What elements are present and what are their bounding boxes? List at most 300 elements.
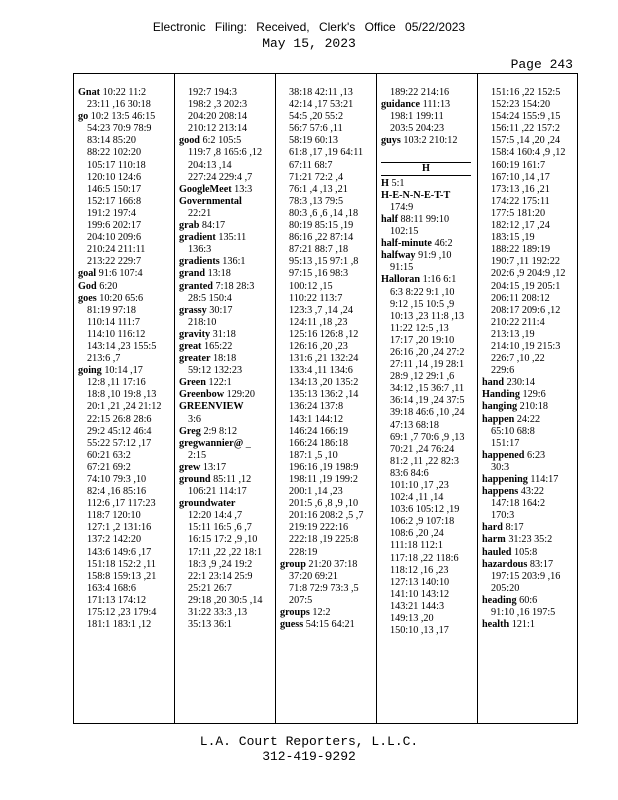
page-line-refs: 82:4 ,16 85:16 <box>87 486 147 498</box>
index-line <box>78 486 172 498</box>
index-line <box>78 607 172 619</box>
index-line <box>280 208 374 220</box>
page-line-refs: 31:18 <box>210 328 236 340</box>
index-line <box>78 99 172 111</box>
page-line-refs: 134:13 ,20 135:2 <box>289 377 359 389</box>
page-line-refs: 24:22 <box>514 413 541 425</box>
index-line <box>381 87 475 99</box>
index-line <box>381 395 475 407</box>
page-line-refs: 207:5 <box>289 594 313 606</box>
index-line <box>280 87 374 99</box>
index-line <box>78 534 172 546</box>
index-term: goes <box>78 292 97 304</box>
page-line-refs: 118:7 120:10 <box>87 510 141 522</box>
page-line-refs: 26:16 ,20 ,24 27:2 <box>390 346 465 358</box>
page-line-refs: 117:18 ,22 118:6 <box>390 552 459 564</box>
index-line <box>381 577 475 589</box>
index-term: grab <box>179 220 200 232</box>
page-line-refs: 20:1 ,21 ,24 21:12 <box>87 401 162 413</box>
index-line <box>280 377 374 389</box>
index-line <box>179 99 273 111</box>
index-line <box>482 99 577 111</box>
index-line <box>482 510 577 522</box>
page-line-refs: 154:24 155:9 ,15 <box>491 111 561 123</box>
index-line <box>179 353 273 365</box>
index-line <box>78 111 172 123</box>
index-line <box>280 305 374 317</box>
index-line <box>280 522 374 534</box>
index-line <box>482 353 577 365</box>
page-line-refs: 101:10 ,17 ,23 <box>390 480 449 491</box>
index-line <box>78 123 172 135</box>
index-line <box>482 486 577 498</box>
index-line <box>179 401 273 413</box>
page-line-refs: 126:16 ,20 ,23 <box>289 340 348 352</box>
index-line <box>381 178 475 190</box>
page-line-refs: 103:6 105:12 ,19 <box>390 504 460 516</box>
index-line <box>78 232 172 244</box>
index-term: Halloran <box>381 274 421 286</box>
page-line-refs: 222:18 ,19 225:8 <box>289 534 359 546</box>
index-line <box>381 299 475 311</box>
index-line <box>381 238 475 250</box>
index-column-1 <box>74 74 174 723</box>
index-line <box>381 323 475 335</box>
page-line-refs: 91:15 <box>390 262 414 274</box>
index-line <box>78 510 172 522</box>
page-line-refs: 191:2 197:4 <box>87 207 136 219</box>
index-line <box>280 281 374 293</box>
index-line <box>381 202 475 214</box>
index-line <box>482 498 577 510</box>
page-line-refs: 16:15 17:2 ,9 ,10 <box>188 534 258 546</box>
page-line-refs: 198:11 ,19 199:2 <box>289 474 358 485</box>
index-line <box>280 353 374 365</box>
page-line-refs: 10:22 11:2 <box>100 87 147 98</box>
page-line-refs: 199:6 202:17 <box>87 220 142 232</box>
page-line-refs: 83:6 84:6 <box>390 467 429 479</box>
page-line-refs: 158:4 160:4 ,9 ,12 <box>491 147 566 159</box>
index-term: health <box>482 619 510 631</box>
page-line-refs: 143:21 144:3 <box>390 600 445 612</box>
index-line <box>179 619 273 631</box>
index-term: God <box>78 280 97 292</box>
page-line-refs: 88:11 99:10 <box>397 213 450 225</box>
index-line <box>78 220 172 232</box>
index-line <box>280 619 374 631</box>
index-line <box>280 474 374 486</box>
index-line <box>179 147 273 159</box>
index-line <box>179 123 273 135</box>
page-line-refs: 13:3 <box>231 183 253 195</box>
page-line-refs: 136:1 <box>219 256 246 268</box>
index-line <box>179 426 273 438</box>
index-line <box>381 262 475 274</box>
page-line-refs: 124:11 ,18 ,23 <box>289 316 348 328</box>
page-line-refs: 123:3 ,7 ,14 ,24 <box>289 304 353 316</box>
index-line <box>280 329 374 341</box>
index-column-5 <box>477 74 579 723</box>
index-term: grassy <box>179 304 207 316</box>
section-letter-header: H <box>381 162 471 176</box>
page-line-refs: 171:13 174:12 <box>87 594 147 606</box>
page-line-refs: 203:5 204:23 <box>390 123 445 135</box>
index-column-3 <box>275 74 376 723</box>
index-line <box>179 160 273 172</box>
page-line-refs: 202:6 ,9 204:9 ,12 <box>491 268 566 280</box>
page-line-refs: 105:17 110:18 <box>87 159 146 171</box>
index-line <box>482 184 577 196</box>
page-line-refs: 17:17 ,20 19:10 <box>390 334 455 346</box>
index-line <box>179 450 273 462</box>
page-line-refs: 204:20 208:14 <box>188 111 248 123</box>
page-line-refs: 3:6 <box>188 413 202 425</box>
page-line-refs: 158:8 159:13 ,21 <box>87 570 157 582</box>
page-line-refs: 22:1 23:14 25:9 <box>188 570 253 582</box>
index-line <box>280 534 374 546</box>
page-line-refs: 156:11 ,22 157:2 <box>491 123 560 135</box>
index-term: goal <box>78 268 97 280</box>
index-line <box>280 559 374 571</box>
index-line <box>482 256 577 268</box>
page-line-refs: 125:16 126:8 ,12 <box>289 328 359 340</box>
index-term: Gnat <box>78 87 101 98</box>
index-line <box>78 583 172 595</box>
page-line-refs: 147:18 164:2 <box>491 498 546 510</box>
page-line-refs: 206:11 208:12 <box>491 292 550 304</box>
page-line-refs: 85:11 ,12 <box>210 474 252 485</box>
page-line-refs: 17:11 ,22 ,22 18:1 <box>188 546 263 558</box>
index-line <box>78 450 172 462</box>
index-line <box>179 208 273 220</box>
index-line <box>381 407 475 419</box>
page-line-refs: 188:22 189:19 <box>491 244 551 256</box>
index-line <box>280 571 374 583</box>
page-line-refs: 18:8 ,10 19:8 ,13 <box>87 389 157 401</box>
index-line <box>179 111 273 123</box>
page-line-refs: 80:3 ,6 ,6 ,14 ,18 <box>289 207 359 219</box>
index-term: hand <box>482 377 505 389</box>
index-line <box>179 220 273 232</box>
page-line-refs: 60:21 63:2 <box>87 449 131 461</box>
index-line <box>381 565 475 577</box>
page-line-refs: 181:1 183:1 ,12 <box>87 619 152 631</box>
index-line <box>179 547 273 559</box>
page-line-refs: 114:10 116:12 <box>87 328 146 340</box>
page-line-refs: 213:6 ,7 <box>87 353 121 365</box>
page-line-refs: 149:13 ,20 <box>390 613 434 625</box>
index-line <box>78 305 172 317</box>
page-line-refs: 174:22 175:11 <box>491 195 550 207</box>
index-line <box>381 250 475 262</box>
index-term: H <box>381 177 389 189</box>
index-term: group <box>280 558 306 570</box>
page-line-refs: 106:21 114:17 <box>188 486 247 498</box>
page-line-refs: 67:21 69:2 <box>87 461 131 473</box>
index-line <box>482 87 577 99</box>
index-line <box>381 287 475 299</box>
page-line-refs: 65:10 68:8 <box>491 425 535 437</box>
page-line-refs: 54:5 ,20 55:2 <box>289 111 344 123</box>
index-line <box>280 426 374 438</box>
index-line <box>179 365 273 377</box>
index-line <box>482 305 577 317</box>
index-term: Green <box>179 377 206 389</box>
page-line-refs: 27:11 ,14 ,19 28:1 <box>390 359 465 371</box>
page-line-refs: 205:20 <box>491 582 520 594</box>
index-term: grew <box>179 461 201 473</box>
index-term: gravity <box>179 328 211 340</box>
page-line-refs: 170:3 <box>491 510 515 522</box>
index-line <box>78 244 172 256</box>
index-line <box>482 196 577 208</box>
page-line-refs: 18:3 ,9 ,24 19:2 <box>188 558 253 570</box>
page-line-refs: 18:18 <box>210 353 237 365</box>
index-column-2 <box>174 74 275 723</box>
index-line <box>78 426 172 438</box>
index-term: happens <box>482 486 519 498</box>
page-line-refs: 39:18 46:6 ,10 ,24 <box>390 407 465 419</box>
index-line <box>280 220 374 232</box>
index-line <box>381 456 475 468</box>
index-line <box>78 268 172 280</box>
page-line-refs: 110:22 113:7 <box>289 292 343 304</box>
index-line <box>381 516 475 528</box>
index-line <box>280 256 374 268</box>
index-line <box>179 462 273 474</box>
page-line-refs: 111:18 112:1 <box>390 540 443 552</box>
page-line-refs: 151:16 ,22 152:5 <box>491 87 561 98</box>
index-line <box>78 401 172 413</box>
index-line <box>280 268 374 280</box>
page-line-refs: 81:2 ,11 ,22 82:3 <box>390 455 459 467</box>
page-line-refs: 10:20 65:6 <box>96 292 144 304</box>
index-line <box>78 522 172 534</box>
index-line <box>179 329 273 341</box>
index-line <box>179 172 273 184</box>
page-line-refs: 106:2 ,9 107:18 <box>390 516 455 528</box>
index-line <box>179 498 273 510</box>
index-line <box>179 305 273 317</box>
page-line-refs: 54:15 64:21 <box>303 619 355 631</box>
index-line <box>78 256 172 268</box>
index-line <box>179 414 273 426</box>
page-line-refs: 111:13 <box>420 99 451 111</box>
index-line <box>381 359 475 371</box>
index-line <box>78 196 172 208</box>
index-term: harm <box>482 534 506 546</box>
page-line-refs: 175:12 ,23 179:4 <box>87 607 157 619</box>
page-line-refs: 229:6 <box>491 365 515 377</box>
index-line <box>381 371 475 383</box>
index-line <box>381 492 475 504</box>
index-line <box>78 474 172 486</box>
page-line-refs: 150:10 ,13 ,17 <box>390 625 449 637</box>
page-line-refs: 118:12 ,16 ,23 <box>390 564 449 576</box>
index-line <box>482 208 577 220</box>
page-line-refs: 143:14 ,23 155:5 <box>87 340 157 352</box>
index-term: great <box>179 340 202 352</box>
page-line-refs: 29:18 ,20 30:5 ,14 <box>188 594 263 606</box>
index-line <box>280 462 374 474</box>
page-line-refs: 1:16 6:1 <box>420 274 457 286</box>
index-line <box>482 474 577 486</box>
index-line <box>381 589 475 601</box>
index-term: go <box>78 111 89 123</box>
index-line <box>78 619 172 631</box>
page-line-refs: 30:3 <box>491 461 510 473</box>
index-line <box>482 607 577 619</box>
page-line-refs: 152:23 154:20 <box>491 99 551 111</box>
page-line-refs: 23:11 ,16 30:18 <box>87 99 151 111</box>
index-line <box>381 468 475 480</box>
page-line-refs: 210:22 211:4 <box>491 316 545 328</box>
index-line <box>179 559 273 571</box>
index-line <box>78 317 172 329</box>
index-line <box>482 111 577 123</box>
index-term: going <box>78 365 102 377</box>
index-line <box>179 184 273 196</box>
page-line-refs: 37:20 69:21 <box>289 570 338 582</box>
page-line-refs: 151:18 152:2 ,11 <box>87 558 156 570</box>
page-line-refs: 71:21 72:2 ,4 <box>289 171 344 183</box>
index-line <box>280 414 374 426</box>
index-line <box>482 160 577 172</box>
page-line-refs: 213:22 229:7 <box>87 256 142 268</box>
page-line-refs: 127:1 ,2 131:16 <box>87 522 152 534</box>
page-line-refs: 163:4 168:6 <box>87 582 136 594</box>
page-line-refs: 2:15 <box>188 449 207 461</box>
page-line-refs: 198:2 ,3 202:3 <box>188 99 248 111</box>
index-term: hauled <box>482 546 512 558</box>
page-line-refs: 6:20 <box>96 280 118 292</box>
index-line <box>482 389 577 401</box>
page-line-refs: 135:13 136:2 ,14 <box>289 389 359 401</box>
index-term: gregwannier@ <box>179 437 244 449</box>
index-line <box>482 232 577 244</box>
index-line <box>78 160 172 172</box>
page-line-refs: 97:15 ,16 98:3 <box>289 268 349 280</box>
index-term: Governmental <box>179 195 242 207</box>
index-line <box>482 401 577 413</box>
index-line <box>482 281 577 293</box>
page-line-refs: 7:18 28:3 <box>212 280 255 292</box>
index-line <box>78 462 172 474</box>
page-line-refs: 114:17 <box>527 474 559 485</box>
index-line <box>179 135 273 147</box>
index-line <box>482 365 577 377</box>
index-line <box>280 547 374 559</box>
page-line-refs: 34:12 ,15 36:7 ,11 <box>390 383 465 395</box>
index-line <box>482 147 577 159</box>
index-line <box>179 595 273 607</box>
index-column-4 <box>376 74 477 723</box>
index-line <box>78 353 172 365</box>
index-line <box>179 571 273 583</box>
page-line-refs: 204:15 ,19 205:1 <box>491 280 561 292</box>
page-line-refs: 105:8 <box>511 546 538 558</box>
page-line-refs: 35:13 36:1 <box>188 619 232 631</box>
index-term: good <box>179 135 200 147</box>
page-line-refs: 5:1 <box>388 177 405 189</box>
index-line <box>482 534 577 546</box>
page-line-refs: 183:15 ,19 <box>491 232 535 244</box>
index-line <box>78 87 172 99</box>
index-line <box>78 281 172 293</box>
index-line <box>179 341 273 353</box>
index-line <box>179 510 273 522</box>
index-line <box>78 559 172 571</box>
page-line-refs: 218:10 <box>188 316 217 328</box>
index-line <box>179 317 273 329</box>
index-line <box>381 432 475 444</box>
page-line-refs: 86:16 ,22 87:14 <box>289 232 354 244</box>
page-line-refs: 8:17 <box>502 522 524 534</box>
index-line <box>482 123 577 135</box>
index-line <box>482 571 577 583</box>
index-line <box>482 244 577 256</box>
index-line <box>179 256 273 268</box>
page-line-refs: 136:3 <box>188 244 212 256</box>
index-line <box>381 335 475 347</box>
index-line <box>482 135 577 147</box>
page-line-refs: 192:7 194:3 <box>188 87 237 98</box>
index-line <box>280 99 374 111</box>
index-line <box>179 244 273 256</box>
index-line <box>78 293 172 305</box>
index-term: hazardous <box>482 558 528 570</box>
page-line-refs: 167:10 ,14 ,17 <box>491 171 550 183</box>
index-line <box>482 414 577 426</box>
index-term: hanging <box>482 401 518 413</box>
index-line <box>280 172 374 184</box>
page-line-refs: 173:13 ,16 ,21 <box>491 183 550 195</box>
reporter-company: L.A. Court Reporters, L.L.C. <box>199 734 419 749</box>
index-term: hard <box>482 522 503 534</box>
index-line <box>482 450 577 462</box>
index-line <box>280 389 374 401</box>
page-line-refs: 70:21 ,24 76:24 <box>390 443 455 455</box>
page-line-refs: 219:19 222:16 <box>289 522 349 534</box>
page-line-refs: 91:9 ,10 <box>415 250 452 262</box>
page-line-refs: 143:6 149:6 ,17 <box>87 546 152 558</box>
page-line-refs: 84:17 <box>199 220 226 232</box>
page-number: Page 243 <box>510 57 573 72</box>
page-line-refs: 177:5 181:20 <box>491 207 546 219</box>
page-line-refs: 103:2 210:12 <box>400 135 458 147</box>
page-line-refs: 60:6 <box>516 594 538 606</box>
page-line-refs: 28:5 150:4 <box>188 292 232 304</box>
index-line <box>179 522 273 534</box>
index-line <box>381 601 475 613</box>
page-line-refs: 31:22 33:3 ,13 <box>188 607 248 619</box>
page-line-refs: 10:2 13:5 46:15 <box>88 111 156 123</box>
page-line-refs: 95:13 ,15 97:1 ,8 <box>289 256 359 268</box>
index-line <box>78 172 172 184</box>
page-line-refs: 76:1 ,4 ,13 ,21 <box>289 183 348 195</box>
index-term: groundwater <box>179 498 236 510</box>
index-line <box>482 583 577 595</box>
page-line-refs: 91:10 ,16 197:5 <box>491 607 556 619</box>
reporter-phone: 312-419-9292 <box>262 749 356 764</box>
index-line <box>78 547 172 559</box>
index-line <box>381 540 475 552</box>
page-line-refs: 189:22 214:16 <box>390 87 450 98</box>
page-line-refs: 152:17 166:8 <box>87 195 142 207</box>
index-term: Greg <box>179 425 201 437</box>
page-line-refs: 119:7 ,8 165:6 ,12 <box>188 147 263 159</box>
page-line-refs: 201:5 ,6 ,8 ,9 ,10 <box>289 498 359 510</box>
